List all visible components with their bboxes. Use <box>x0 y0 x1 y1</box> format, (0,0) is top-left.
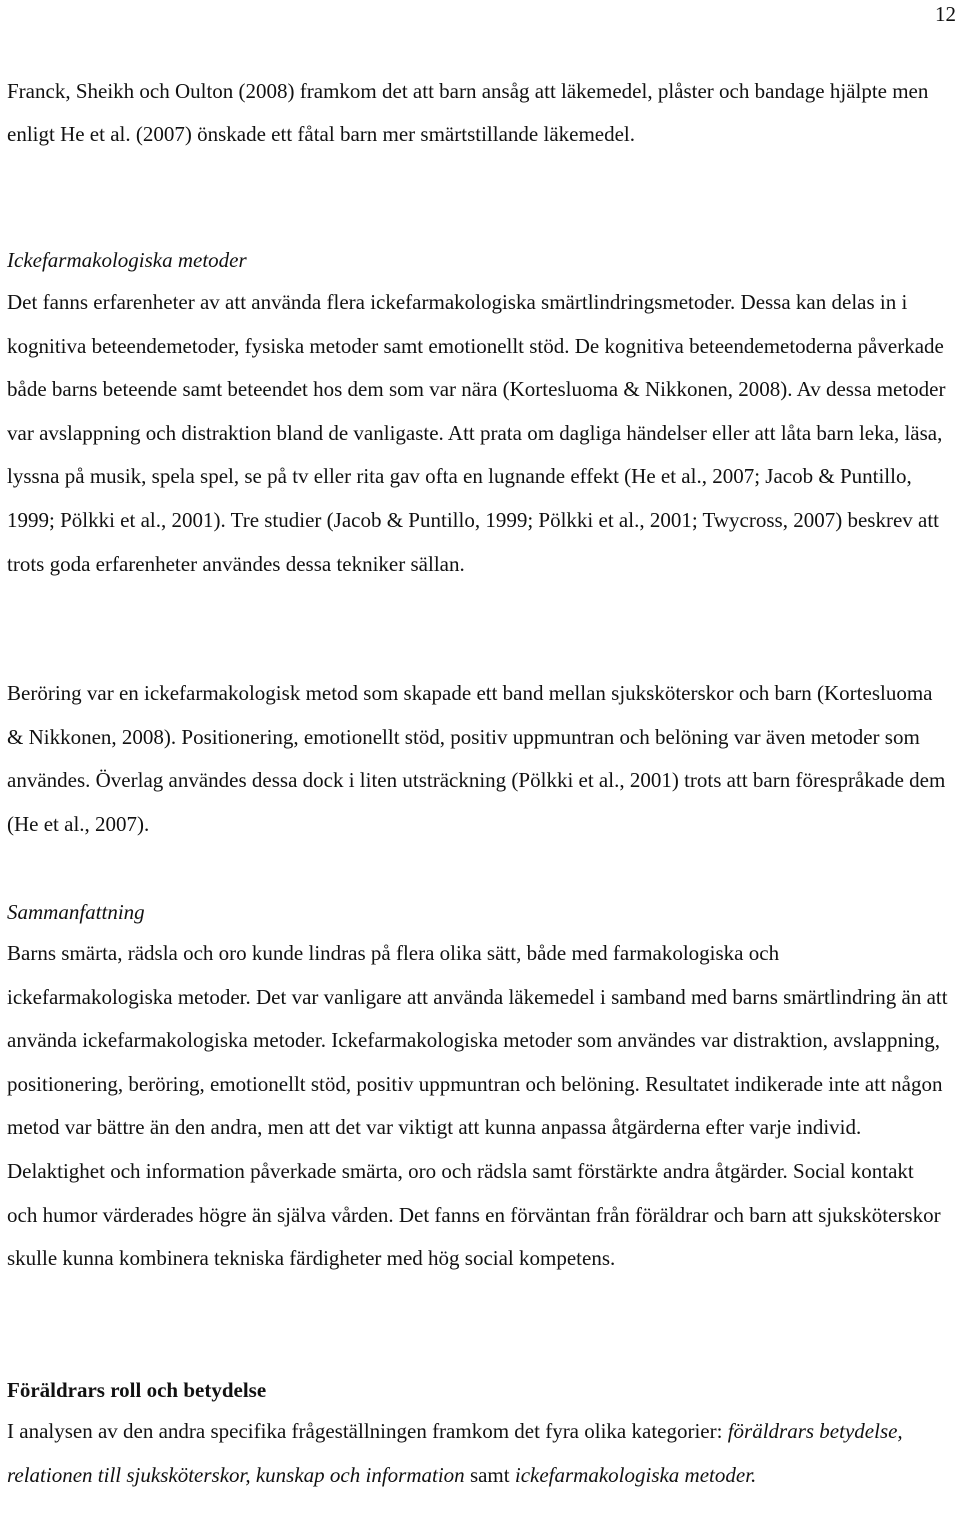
section-heading-summary: Sammanfattning <box>7 900 145 924</box>
paragraph <box>7 1410 949 1497</box>
paragraph: Franck, Sheikh och Oulton (2008) framkom det att barn ansåg att läkemedel, plåster och bandage hjälpte men enligt He et al. (2007) önskade ett fåtal barn mer smärtstillande läkemedel. <box>7 79 929 146</box>
categories-italic: föräldrars betydelse, relationen till sjuksköterskor, kunskap och information <box>7 1419 903 1487</box>
section-heading-nonpharmacological: Ickefarmakologiska metoder <box>7 248 247 272</box>
last-category-italic: ickefarmakologiska metoder. <box>514 1462 757 1487</box>
page-number: 12 <box>935 2 956 26</box>
section-heading-parents: Föräldrars roll och betydelse <box>7 1378 267 1402</box>
paragraph-intro: I analysen av den andra specifika frågeställningen framkom det fyra olika kategorier: <box>7 1419 728 1443</box>
paragraph: Barns smärta, rädsla och oro kunde lindras på flera olika sätt, både med farmakologiska och ickefarmakologiska metoder. Det var vanligare att använda läkemedel i samband med barns smärtlindring än att använda ickefarmakologiska metoder. Ickefarmakologiska metoder som användes var distraktion, avslappning, positionering, beröring, emotionellt stöd, positiv uppmuntran och belöning. Resultatet indikerade inte att någon metod var bättre än den andra, men att det var viktigt att kunna anpassa åtgärderna efter varje individ. Delaktighet och information påverkade smärta, oro och rädsla samt förstärkte andra åtgärder. Social kontakt och humor värderades högre än själva vården. Det fanns en förväntan från föräldrar och barn att sjuksköterskor skulle kunna kombinera tekniska färdigheter med hög social kompetens. <box>7 941 948 1271</box>
paragraph: Beröring var en ickefarmakologisk metod som skapade ett band mellan sjuksköterskor och barn (Kortesluoma & Nikkonen, 2008). Positionering, emotionellt stöd, positiv uppmuntran och belöning var även metoder som användes. Överlag användes dessa dock i liten utsträckning (Pölkki et al., 2001) trots att barn förespråkade dem (He et al., 2007). <box>7 681 946 836</box>
paragraph: Det fanns erfarenheter av att använda flera ickefarmakologiska smärtlindringsmetoder. Dessa kan delas in i kognitiva beteendemetoder, fysiska metoder samt emotionellt stöd. De kognitiva beteendemetoderna påverkade både barns beteende samt beteendet hos dem som var nära (Kortesluoma & Nikkonen, 2008). Av dessa metoder var avslappning och distraktion bland de vanligaste. Att prata om dagliga händelser eller att låta barn leka, läsa, lyssna på musik, spela spel, se på tv eller rita gav ofta en lugnande effekt (He et al., 2007; Jacob & Puntillo, 1999; Pölkki et al., 2001). Tre studier (Jacob & Puntillo, 1999; Pölkki et al., 2001; Twycross, 2007) beskrev att trots goda erfarenheter användes dessa tekniker sällan. <box>7 290 946 576</box>
conjunction: samt <box>464 1462 515 1487</box>
